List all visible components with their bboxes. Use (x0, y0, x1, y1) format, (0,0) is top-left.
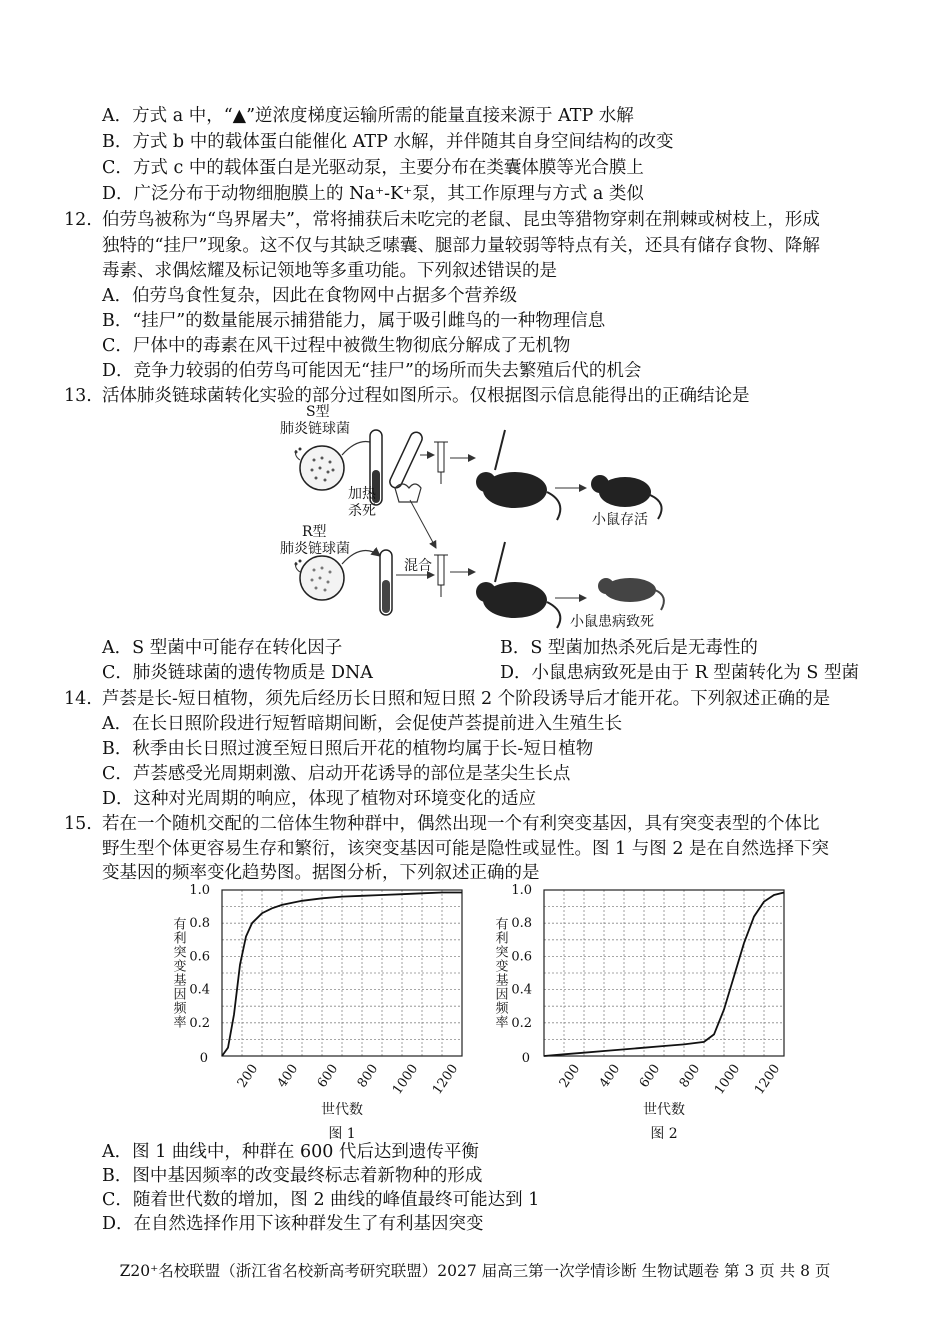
r-type-test-tube (380, 550, 392, 615)
q15-option-b: B．图中基因频率的改变最终标志着新物种的形成 (102, 1166, 483, 1186)
mouse-injected-heat-killed-s (476, 430, 560, 520)
chart-figure-1 (160, 882, 480, 1142)
y-tick-label: 1.0 (511, 883, 532, 898)
r-type-label-2: 肺炎链球菌 (280, 541, 350, 557)
q12-option-b: B．“挂尸”的数量能展示捕猎能力，属于吸引雌鸟的一种物理信息 (102, 311, 606, 331)
heated-tube (388, 430, 424, 502)
q15-stem-line-2: 野生型个体更容易生存和繁衍，该突变基因可能是隐性或显性。图 1 与图 2 是在自然选择下突 (102, 839, 830, 859)
q14-option-d: D．这种对光周期的响应，体现了植物对环境变化的适应 (102, 789, 537, 809)
mouse-die-label: 小鼠患病致死 (570, 614, 654, 630)
q15-option-a: A．图 1 曲线中，种群在 600 代后达到遗传平衡 (102, 1142, 479, 1162)
q12-option-a: A．伯劳鸟食性复杂，因此在食物网中占据多个营养级 (102, 286, 518, 306)
mouse-dies (598, 578, 664, 610)
y-tick-label: 0 (521, 1051, 530, 1066)
x-tick-label: 400 (274, 1061, 302, 1091)
chart-figure-2 (482, 882, 802, 1142)
x-tick-label: 800 (676, 1061, 704, 1091)
x-axis-label: 世代数 (643, 1102, 685, 1118)
q15-option-c: C．随着世代数的增加，图 2 曲线的峰值最终可能达到 1 (102, 1190, 540, 1210)
figure-caption: 图 1 (328, 1126, 356, 1142)
mouse-injected-mixture (476, 542, 560, 628)
q12-stem-line-3: 毒素、求偶炫耀及标记领地等多重功能。下列叙述错误的是 (102, 261, 557, 281)
q11-option-d: D．广泛分布于动物细胞膜上的 Na⁺-K⁺泵，其工作原理与方式 a 类似 (102, 184, 644, 204)
r-type-culture-dish (295, 556, 345, 600)
r-type-label-1: R型 (302, 524, 327, 540)
mix-label: 混合 (404, 558, 432, 574)
q12-number: 12. (64, 210, 92, 230)
s-type-culture-dish (295, 446, 345, 490)
q15-stem-line-3: 变基因的频率变化趋势图。据图分析，下列叙述正确的是 (102, 863, 540, 883)
transformation-diagram (270, 400, 690, 635)
y-axis-label: 有利突变基因频率 (492, 917, 508, 1029)
figure-caption: 图 2 (650, 1126, 678, 1142)
q14-option-b: B．秋季由长日照过渡至短日照后开花的植物均属于长-短日植物 (102, 739, 594, 759)
y-tick-label: 0.8 (511, 916, 532, 932)
y-tick-label: 0.8 (189, 916, 210, 932)
x-tick-label: 800 (354, 1061, 382, 1091)
q13-option-c: C．肺炎链球菌的遗传物质是 DNA (102, 663, 373, 683)
q14-option-c: C．芦荟感受光周期刺激、启动开花诱导的部位是茎尖生长点 (102, 764, 571, 784)
syringe-top (434, 442, 448, 484)
x-tick-label: 400 (596, 1061, 624, 1091)
y-tick-label: 0.4 (511, 982, 532, 998)
mouse-survive-label: 小鼠存活 (592, 512, 648, 528)
q14-option-a: A．在长日照阶段进行短暂暗期间断，会促使芦荟提前进入生殖生长 (102, 714, 623, 734)
q12-option-d: D．竞争力较弱的伯劳鸟可能因无“挂尸”的场所而失去繁殖后代的机会 (102, 361, 642, 381)
y-tick-label: 0.2 (189, 1015, 210, 1031)
x-tick-label: 1200 (752, 1061, 784, 1098)
s-type-label-2: 肺炎链球菌 (280, 421, 350, 437)
page-footer: Z20⁺名校联盟（浙江省名校新高考研究联盟）2027 届高三第一次学情诊断 生物试题卷 第 3 页 共 8 页 (119, 1262, 831, 1280)
x-axis-label: 世代数 (321, 1102, 363, 1118)
q15-option-d: D．在自然选择作用下该种群发生了有利基因突变 (102, 1214, 484, 1234)
y-tick-label: 0.2 (511, 1015, 532, 1031)
q13-option-d: D．小鼠患病致死是由于 R 型菌转化为 S 型菌 (500, 663, 859, 683)
q13-option-a: A．S 型菌中可能存在转化因子 (102, 638, 343, 658)
x-tick-label: 200 (234, 1061, 262, 1091)
x-tick-label: 600 (314, 1061, 342, 1091)
x-tick-label: 600 (636, 1061, 664, 1091)
q15-stem-line-1: 若在一个随机交配的二倍体生物种群中，偶然出现一个有利突变基因，具有突变表型的个体比 (102, 814, 820, 834)
q13-stem: 活体肺炎链球菌转化实验的部分过程如图所示。仅根据图示信息能得出的正确结论是 (102, 386, 750, 406)
y-tick-label: 0.6 (511, 949, 532, 965)
syringe-bottom (434, 555, 448, 597)
q11-option-a: A．方式 a 中，“▲”逆浓度梯度运输所需的能量直接来源于 ATP 水解 (102, 106, 634, 126)
q15-number: 15. (64, 814, 92, 834)
x-tick-label: 200 (556, 1061, 584, 1091)
y-axis-label: 有利突变基因频率 (170, 917, 186, 1029)
x-tick-label: 1000 (390, 1061, 422, 1098)
q14-stem: 芦荟是长-短日植物，须先后经历长日照和短日照 2 个阶段诱导后才能开花。下列叙述正确的是 (102, 689, 831, 709)
q12-stem-line-1: 伯劳鸟被称为“鸟界屠夫”，常将捕获后未吃完的老鼠、昆虫等猎物穿刺在荆棘或树枝上，形成 (102, 210, 820, 230)
q13-option-b: B．S 型菌加热杀死后是无毒性的 (500, 638, 758, 658)
s-type-label-1: S型 (306, 404, 330, 420)
y-tick-label: 0.6 (189, 949, 210, 965)
x-tick-label: 1200 (430, 1061, 462, 1098)
y-tick-label: 1.0 (189, 883, 210, 898)
heat-label-2: 杀死 (348, 503, 376, 519)
q12-stem-line-2: 独特的“挂尸”现象。这不仅与其缺乏嗉囊、腿部力量较弱等特点有关，还具有储存食物、降解 (102, 236, 820, 256)
q11-option-c: C．方式 c 中的载体蛋白是光驱动泵，主要分布在类囊体膜等光合膜上 (102, 158, 644, 178)
y-tick-label: 0 (199, 1051, 208, 1066)
q11-option-b: B．方式 b 中的载体蛋白能催化 ATP 水解，并伴随其自身空间结构的改变 (102, 132, 674, 152)
y-tick-label: 0.4 (189, 982, 210, 998)
q14-number: 14. (64, 689, 92, 709)
q13-number: 13. (64, 386, 92, 406)
x-tick-label: 1000 (712, 1061, 744, 1098)
heat-label-1: 加热 (348, 486, 376, 502)
q12-option-c: C．尸体中的毒素在风干过程中被微生物彻底分解成了无机物 (102, 336, 571, 356)
